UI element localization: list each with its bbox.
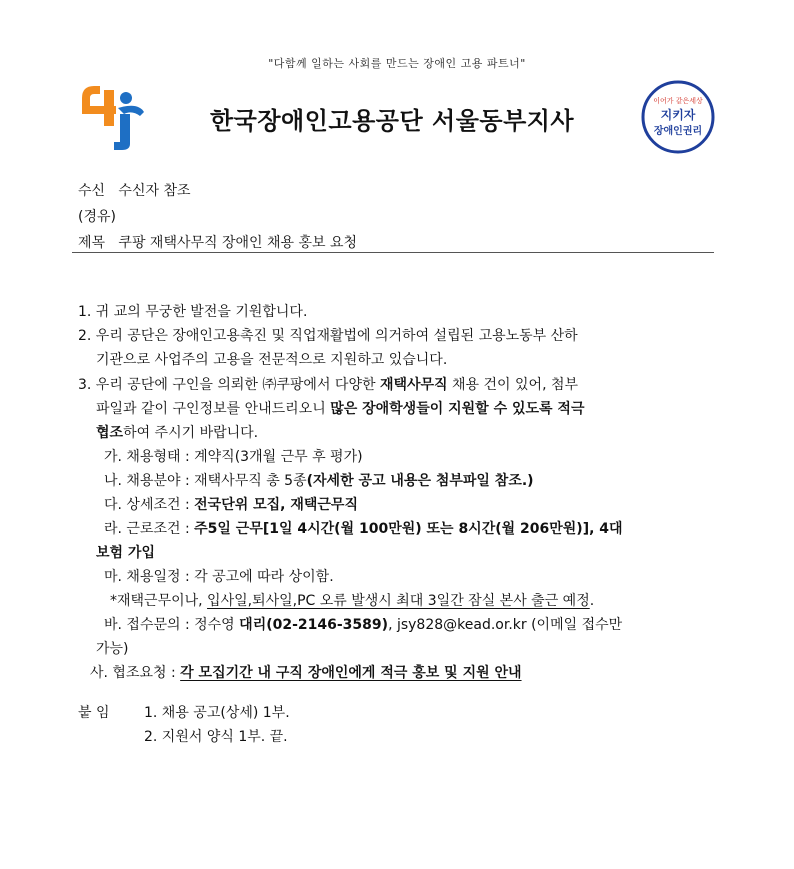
item-ra (104, 517, 623, 541)
item-sa-emphasis: 각 모집기간 내 구직 장애인에게 적극 홍보 및 지원 안내 (180, 665, 522, 681)
para-3-text: 채용 건이 있어, 첨부 (447, 377, 579, 393)
para-3-text: 3. 우리 공단에 구인을 의뢰한 ㈜쿠팡에서 다양한 (78, 377, 380, 393)
item-ra-emphasis: 보험 가입 (96, 545, 155, 561)
seal-main-text-2: 장애인권리 (653, 126, 703, 137)
item-ra-text: 라. 근로조건 : (104, 521, 195, 537)
item-da-emphasis: 전국단위 모집, 재택근무직 (194, 497, 358, 513)
para-3-text: 하여 주시기 바랍니다. (123, 425, 259, 441)
para-3-emphasis: 많은 장애학생들이 지원할 수 있도록 적극 (330, 401, 585, 417)
para-3-line-3 (96, 421, 258, 445)
item-ba-text: , jsy828@kead.or.kr (이메일 접수만 (388, 617, 623, 633)
para-2-line-1: 2. 우리 공단은 장애인고용촉진 및 직업재활법에 의거하여 설립된 고용노동부 산하 (78, 328, 578, 344)
item-ba-emphasis: 대리(02-2146-3589) (239, 617, 389, 633)
recipient-label: 수신 (78, 183, 106, 199)
item-ma: 마. 채용일정 : 각 공고에 따라 상이함. (104, 569, 334, 585)
kead-logo-icon (78, 80, 150, 152)
attachment-item-2: 2. 지원서 양식 1부. 끝. (144, 729, 288, 745)
item-sa-text: 사. 협조요청 : (90, 665, 181, 681)
para-3-line-2 (96, 397, 584, 421)
slogan: "다함께 일하는 사회를 만드는 장애인 고용 파트너" (268, 57, 526, 70)
seal-top-text: 이어가 같은세상 (653, 97, 703, 105)
org-name: 한국장애인고용공단 서울동부지사 (210, 107, 575, 135)
item-da-text: 다. 상세조건 : (104, 497, 195, 513)
item-na-text: 나. 채용분야 : 재택사무직 총 5종 (104, 473, 307, 489)
attachment-label: 붙 임 (78, 705, 110, 721)
seal-main-text-1: 지키자 (660, 108, 696, 122)
item-ra-cont (96, 541, 155, 565)
note-underlined: 입사일,퇴사일,PC 오류 발생시 최대 3일간 잠실 본사 출근 예정 (207, 593, 590, 609)
para-3-text: 파일과 같이 구인정보를 안내드리오니 (96, 401, 331, 417)
item-na-emphasis: (자세한 공고 내용은 첨부파일 참조.) (306, 473, 534, 489)
attachment-item-1: 1. 채용 공고(상세) 1부. (144, 705, 290, 721)
note-text: *재택근무이나, (110, 593, 208, 609)
item-ga: 가. 채용형태 : 계약직(3개월 근무 후 평가) (104, 449, 363, 465)
subject-value: 쿠팡 재택사무직 장애인 채용 홍보 요청 (118, 235, 358, 251)
para-3-line-1 (78, 373, 578, 397)
para-1: 1. 귀 교의 무궁한 발전을 기원합니다. (78, 304, 308, 320)
subject-label: 제목 (78, 235, 106, 251)
subject-line (78, 232, 357, 252)
item-ba (104, 613, 622, 637)
para-3-emphasis: 협조 (96, 425, 124, 441)
para-3-emphasis: 재택사무직 (379, 377, 448, 393)
recipient-value: 수신자 참조 (118, 183, 191, 199)
para-2-line-2: 기관으로 사업주의 고용을 전문적으로 지원하고 있습니다. (96, 352, 448, 368)
recipient-line (78, 180, 191, 200)
item-da (104, 493, 358, 517)
item-ba-text: 바. 접수문의 : 정수영 (104, 617, 240, 633)
item-na (104, 469, 534, 493)
campaign-seal (640, 79, 716, 155)
note-text: . (589, 593, 595, 609)
item-ra-emphasis: 주5일 근무[1일 4시간(월 100만원) 또는 8시간(월 206만원)], 4대 (194, 521, 623, 537)
via-line: (경유) (78, 209, 116, 225)
header-divider (72, 252, 714, 253)
item-sa (90, 661, 522, 685)
item-note (110, 589, 594, 613)
item-ba-cont: 가능) (96, 641, 129, 657)
